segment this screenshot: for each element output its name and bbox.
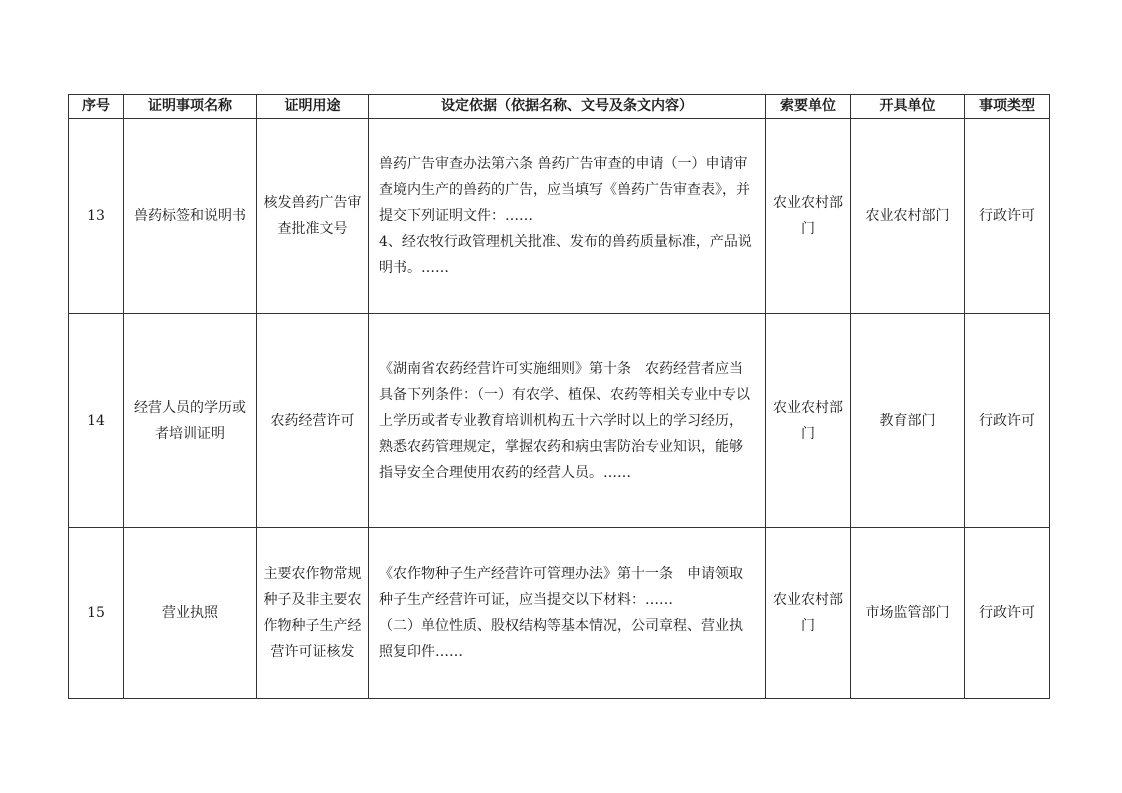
cell-index: 14 bbox=[69, 314, 124, 528]
table-row bbox=[69, 314, 1050, 528]
cell-requester: 农业农村部门 bbox=[766, 314, 851, 528]
cell-requester: 农业农村部门 bbox=[766, 119, 851, 314]
cell-type: 行政许可 bbox=[965, 119, 1050, 314]
cell-basis bbox=[369, 528, 766, 699]
cell-issuer: 市场监管部门 bbox=[851, 528, 965, 699]
table-row bbox=[69, 119, 1050, 314]
cell-index: 15 bbox=[69, 528, 124, 699]
cell-name: 营业执照 bbox=[124, 528, 257, 699]
cell-issuer: 教育部门 bbox=[851, 314, 965, 528]
cell-index: 13 bbox=[69, 119, 124, 314]
table-header-row bbox=[69, 95, 1050, 119]
certification-items-table bbox=[68, 94, 1050, 699]
header-requester: 索要单位 bbox=[766, 95, 851, 119]
cell-usage: 主要农作物常规种子及非主要农作物种子生产经营许可证核发 bbox=[257, 528, 369, 699]
cell-type: 行政许可 bbox=[965, 314, 1050, 528]
cell-usage: 农药经营许可 bbox=[257, 314, 369, 528]
cell-basis bbox=[369, 314, 766, 528]
header-index: 序号 bbox=[69, 95, 124, 119]
basis-paragraph: （二）单位性质、股权结构等基本情况，公司章程、营业执照复印件…… bbox=[379, 618, 743, 660]
cell-name: 兽药标签和说明书 bbox=[124, 119, 257, 314]
basis-paragraph: 《农作物种子生产经营许可管理办法》第十一条 申请领取种子生产经营许可证，应当提交以下材料：…… bbox=[379, 566, 743, 608]
header-issuer: 开具单位 bbox=[851, 95, 965, 119]
cell-type: 行政许可 bbox=[965, 528, 1050, 699]
table-row bbox=[69, 528, 1050, 699]
header-type: 事项类型 bbox=[965, 95, 1050, 119]
cell-requester: 农业农村部门 bbox=[766, 528, 851, 699]
cell-name: 经营人员的学历或者培训证明 bbox=[124, 314, 257, 528]
basis-paragraph: 《湖南省农药经营许可实施细则》第十条 农药经营者应当具备下列条件：（一）有农学、植保、农药等相关专业中专以上学历或者专业教育培训机构五十六学时以上的学习经历，熟悉农药管理规定，掌握农药和病虫害防治专业知识，能够指导安全合理使用农药的经营人员。…… bbox=[379, 360, 750, 481]
basis-paragraph: 4、经农牧行政管理机关批准、发布的兽药质量标准，产品说明书。…… bbox=[379, 234, 752, 276]
cell-issuer: 农业农村部门 bbox=[851, 119, 965, 314]
cell-basis bbox=[369, 119, 766, 314]
header-name: 证明事项名称 bbox=[124, 95, 257, 119]
cell-usage: 核发兽药广告审查批准文号 bbox=[257, 119, 369, 314]
header-basis: 设定依据（依据名称、文号及条文内容） bbox=[369, 95, 766, 119]
header-usage: 证明用途 bbox=[257, 95, 369, 119]
basis-paragraph: 兽药广告审查办法第六条 兽药广告审查的申请（一）申请审查境内生产的兽药的广告，应当填写《兽药广告审查表》，并提交下列证明文件：…… bbox=[379, 156, 750, 224]
